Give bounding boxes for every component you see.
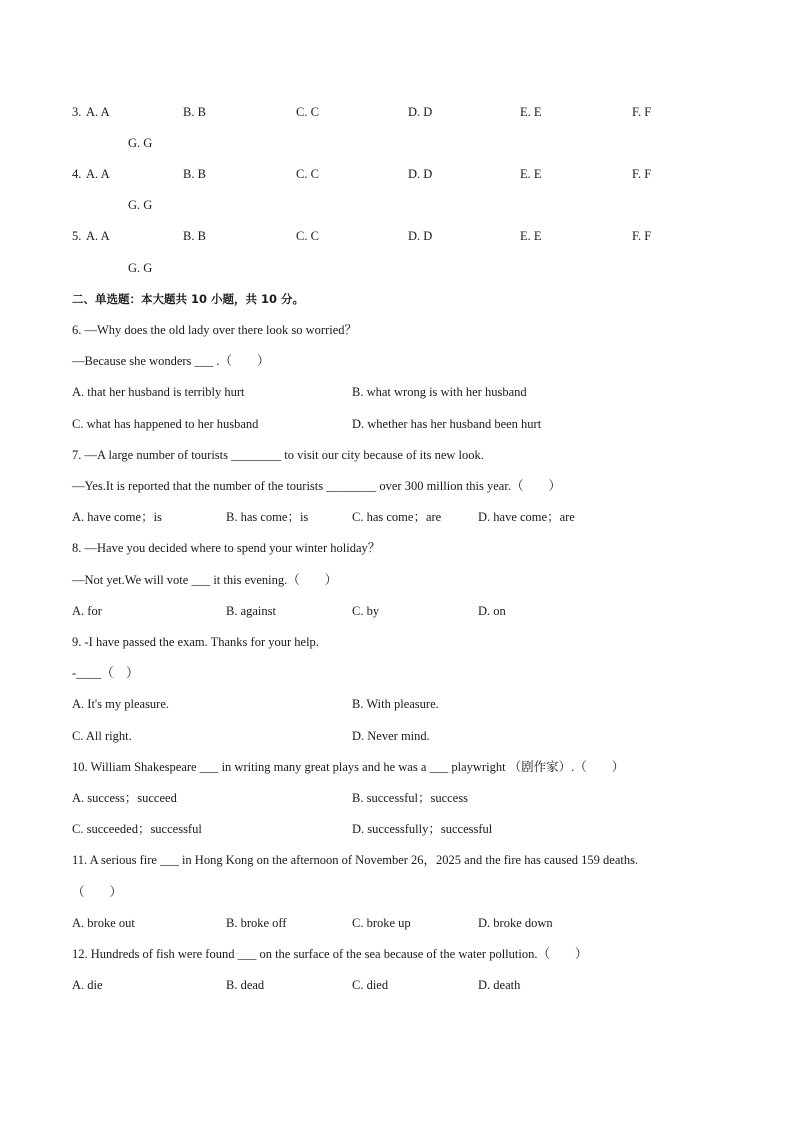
q7-option-c: C. has come；are xyxy=(352,510,442,524)
q6-option-b: B. what wrong is with her husband xyxy=(352,385,527,399)
q12-option-a: A. die xyxy=(72,978,103,992)
q12-option-d: D. death xyxy=(478,978,521,992)
q5-number: 5. xyxy=(72,229,82,243)
q4-option-e: E. E xyxy=(520,167,542,181)
q5-option-d: D. D xyxy=(408,229,433,243)
q9-option-a: A. It's my pleasure. xyxy=(72,697,170,711)
q12-stem-line-1: 12. Hundreds of fish were found ___ on the surface of the sea because of the water pollution.（ ） xyxy=(72,947,588,961)
q4-option-b: B. B xyxy=(183,167,206,181)
q7-option-a: A. have come；is xyxy=(72,510,162,524)
q4-number: 4. xyxy=(72,167,82,181)
q4-option-a: A. A xyxy=(86,167,110,181)
q3-option-d: D. D xyxy=(408,105,433,119)
q6-option-a: A. that her husband is terribly hurt xyxy=(72,385,245,399)
q5-option-e: E. E xyxy=(520,229,542,243)
q5-option-c: C. C xyxy=(296,229,319,243)
q3-option-g: G. G xyxy=(128,136,153,150)
q5-option-b: B. B xyxy=(183,229,206,243)
q5-option-f: F. F xyxy=(632,229,652,243)
q7-stem-line-1: 7. —A large number of tourists ________ to visit our city because of its new look. xyxy=(72,448,484,462)
q11-option-a: A. broke out xyxy=(72,916,135,930)
q7-stem-line-2: —Yes.It is reported that the number of the tourists ________ over 300 million this year.（ ） xyxy=(72,479,561,493)
q9-option-d: D. Never mind. xyxy=(352,729,430,743)
q6-option-d: D. whether has her husband been hurt xyxy=(352,417,542,431)
q4-option-f: F. F xyxy=(632,167,652,181)
q3-number: 3. xyxy=(72,105,82,119)
q3-option-c: C. C xyxy=(296,105,319,119)
section-title: 二、单选题：本大题共 10 小题，共 10 分。 xyxy=(72,292,305,306)
q11-option-b: B. broke off xyxy=(226,916,287,930)
q8-stem-line-1: 8. —Have you decided where to spend your winter holiday？ xyxy=(72,541,381,555)
q3-option-e: E. E xyxy=(520,105,542,119)
q3-option-b: B. B xyxy=(183,105,206,119)
q11-stem-line-1: 11. A serious fire ___ in Hong Kong on the afternoon of November 26，2025 and the fire has caused 159 deaths. xyxy=(72,853,639,867)
q7-option-b: B. has come；is xyxy=(226,510,309,524)
q6-option-c: C. what has happened to her husband xyxy=(72,417,259,431)
q8-option-a: A. for xyxy=(72,604,102,618)
q12-option-c: C. died xyxy=(352,978,389,992)
q8-stem-line-2: —Not yet.We will vote ___ it this evening.（ ） xyxy=(72,573,338,587)
q10-option-a: A. success；succeed xyxy=(72,791,177,805)
q9-option-b: B. With pleasure. xyxy=(352,697,439,711)
q5-option-a: A. A xyxy=(86,229,110,243)
q10-option-d: D. successfully；successful xyxy=(352,822,493,836)
q8-option-b: B. against xyxy=(226,604,276,618)
q10-option-c: C. succeeded；successful xyxy=(72,822,202,836)
q3-option-f: F. F xyxy=(632,105,652,119)
q8-option-d: D. on xyxy=(478,604,506,618)
q9-stem-line-1: 9. -I have passed the exam. Thanks for your help. xyxy=(72,635,319,649)
q4-option-d: D. D xyxy=(408,167,433,181)
q11-stem-line-2: （ ） xyxy=(72,885,123,899)
q10-option-b: B. successful；success xyxy=(352,791,468,805)
q6-stem-line-2: —Because she wonders ___ .（ ） xyxy=(72,354,270,368)
q11-option-c: C. broke up xyxy=(352,916,411,930)
q10-stem-line-1: 10. William Shakespeare ___ in writing many great plays and he was a ___ playwright （剧作家）.（ ） xyxy=(72,760,625,774)
q9-stem-line-2: -____（ ） xyxy=(72,666,139,680)
q4-option-c: C. C xyxy=(296,167,319,181)
q12-option-b: B. dead xyxy=(226,978,265,992)
q11-option-d: D. broke down xyxy=(478,916,553,930)
q6-stem-line-1: 6. —Why does the old lady over there look so worried？ xyxy=(72,323,358,337)
q9-option-c: C. All right. xyxy=(72,729,132,743)
q7-option-d: D. have come；are xyxy=(478,510,575,524)
q8-option-c: C. by xyxy=(352,604,380,618)
q3-option-a: A. A xyxy=(86,105,110,119)
q4-option-g: G. G xyxy=(128,198,153,212)
q5-option-g: G. G xyxy=(128,261,153,275)
